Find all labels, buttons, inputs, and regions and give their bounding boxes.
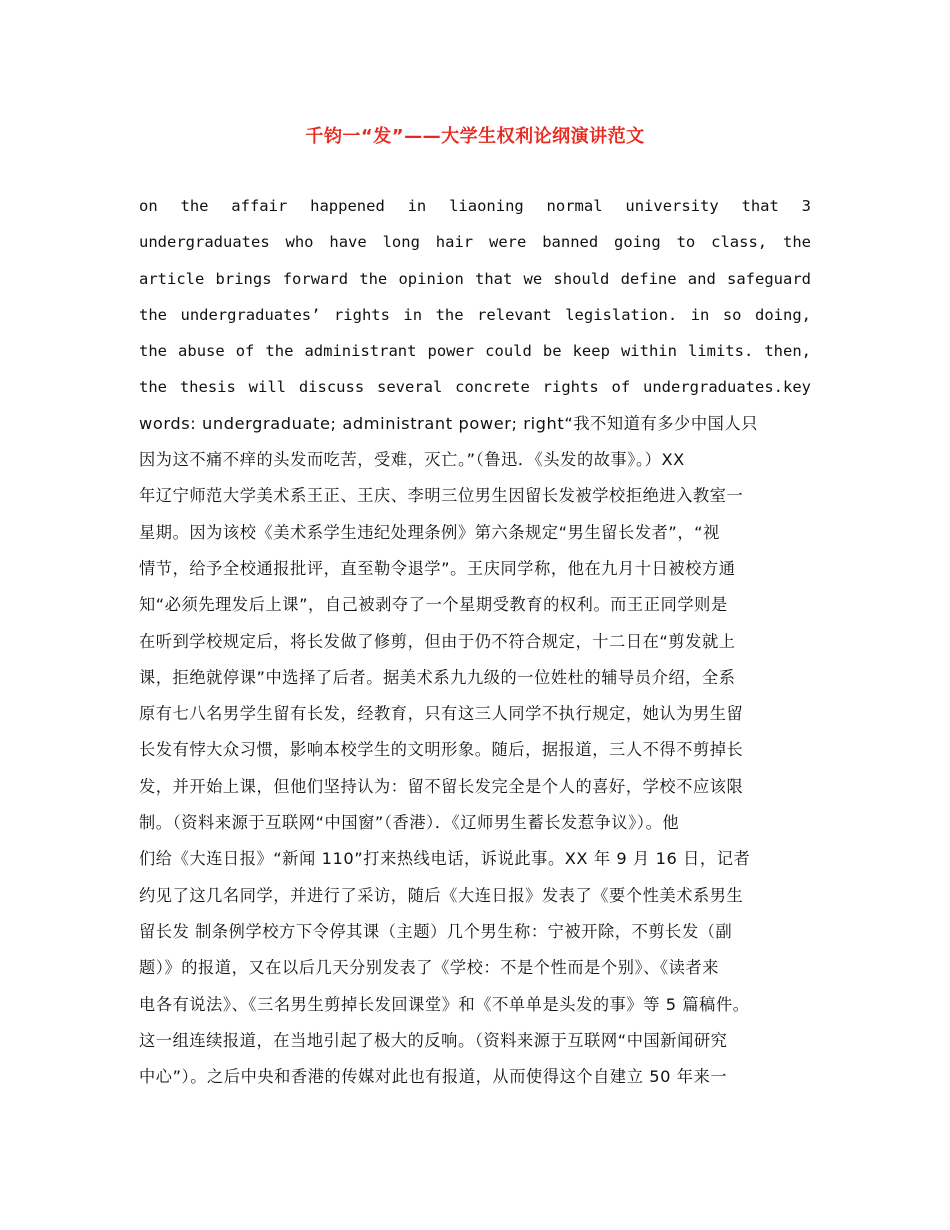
body-line: 年辽宁师范大学美术系王正、王庆、李明三位男生因留长发被学校拒绝进入教室一 [139, 486, 744, 506]
body-line: 长发有悖大众习惯，影响本校学生的文明形象。随后，据报道，三人不得不剪掉长 [139, 740, 744, 760]
body-line: 这一组连续报道，在当地引起了极大的反响。（资料来源于互联网“中国新闻研究 [139, 1030, 728, 1050]
body-line: 题）》的报道，又在以后几天分别发表了《学校：不是个性而是个别》、《读者来 [139, 958, 720, 978]
body-line: 电各有说法》、《三名男生剪掉长发回课堂》和《不单单是头发的事》等 5 篇稿件。 [139, 994, 750, 1014]
body-line: words: undergraduate; administrant power; right“我不知道有多少中国人只 [139, 413, 758, 433]
body-line: 因为这不痛不痒的头发而吃苦，受难，灭亡。”（鲁迅．《头发的故事》。）XX [139, 450, 685, 470]
body-line: 在听到学校规定后，将长发做了修剪，但由于仍不符合规定，十二日在“剪发就上 [139, 631, 736, 651]
body-line: 留长发 制条例学校方下令停其课（主题）几个男生称：宁被开除，不剪长发（副 [139, 921, 733, 941]
body-line: 知“必须先理发后上课”，自己被剥夺了一个星期受教育的权利。而王正同学则是 [139, 595, 728, 615]
body-line: 约见了这几名同学，并进行了采访，随后《大连日报》发表了《要个性美术系男生 [139, 885, 744, 905]
body-line: the abuse of the administrant power could be keep within limits. then, [139, 342, 811, 361]
body-line: 原有七八名男学生留有长发，经教育，只有这三人同学不执行规定，她认为男生留 [139, 704, 744, 724]
body-line: article brings forward the opinion that we should define and safeguard [139, 269, 811, 288]
document-title: 千钧一“发”——大学生权利论纲演讲范文 [305, 126, 645, 147]
document-body [139, 188, 811, 1095]
body-line: 制。（资料来源于互联网“中国窗”（香港）．《辽师男生蓄长发惹争议》）。他 [139, 813, 680, 833]
body-line: 情节，给予全校通报批评，直至勒令退学”。王庆同学称，他在九月十日被校方通 [139, 558, 736, 578]
body-line: 们给《大连日报》“新闻 110”打来热线电话，诉说此事。XX 年 9 月 16 日，记者 [139, 849, 751, 869]
body-line: 中心”）。之后中央和香港的传媒对此也有报道，从而使得这个自建立 50 年来一 [139, 1067, 728, 1087]
body-line: undergraduates who have long hair were banned going to class, the [139, 233, 811, 252]
body-line: 课，拒绝就停课”中选择了后者。据美术系九九级的一位姓杜的辅导员介绍，全系 [139, 667, 736, 687]
body-line: on the affair happened in liaoning normal university that 3 [139, 197, 811, 215]
body-line: the undergraduates’ rights in the relevant legislation. in so doing, [139, 305, 811, 324]
body-line: 星期。因为该校《美术系学生违纪处理条例》第六条规定“男生留长发者”，“视 [139, 522, 720, 542]
body-line: 发，并开始上课，但他们坚持认为：留不留长发完全是个人的喜好，学校不应该限 [139, 776, 744, 796]
body-line: the thesis will discuss several concrete rights of undergraduates.key [139, 378, 811, 397]
